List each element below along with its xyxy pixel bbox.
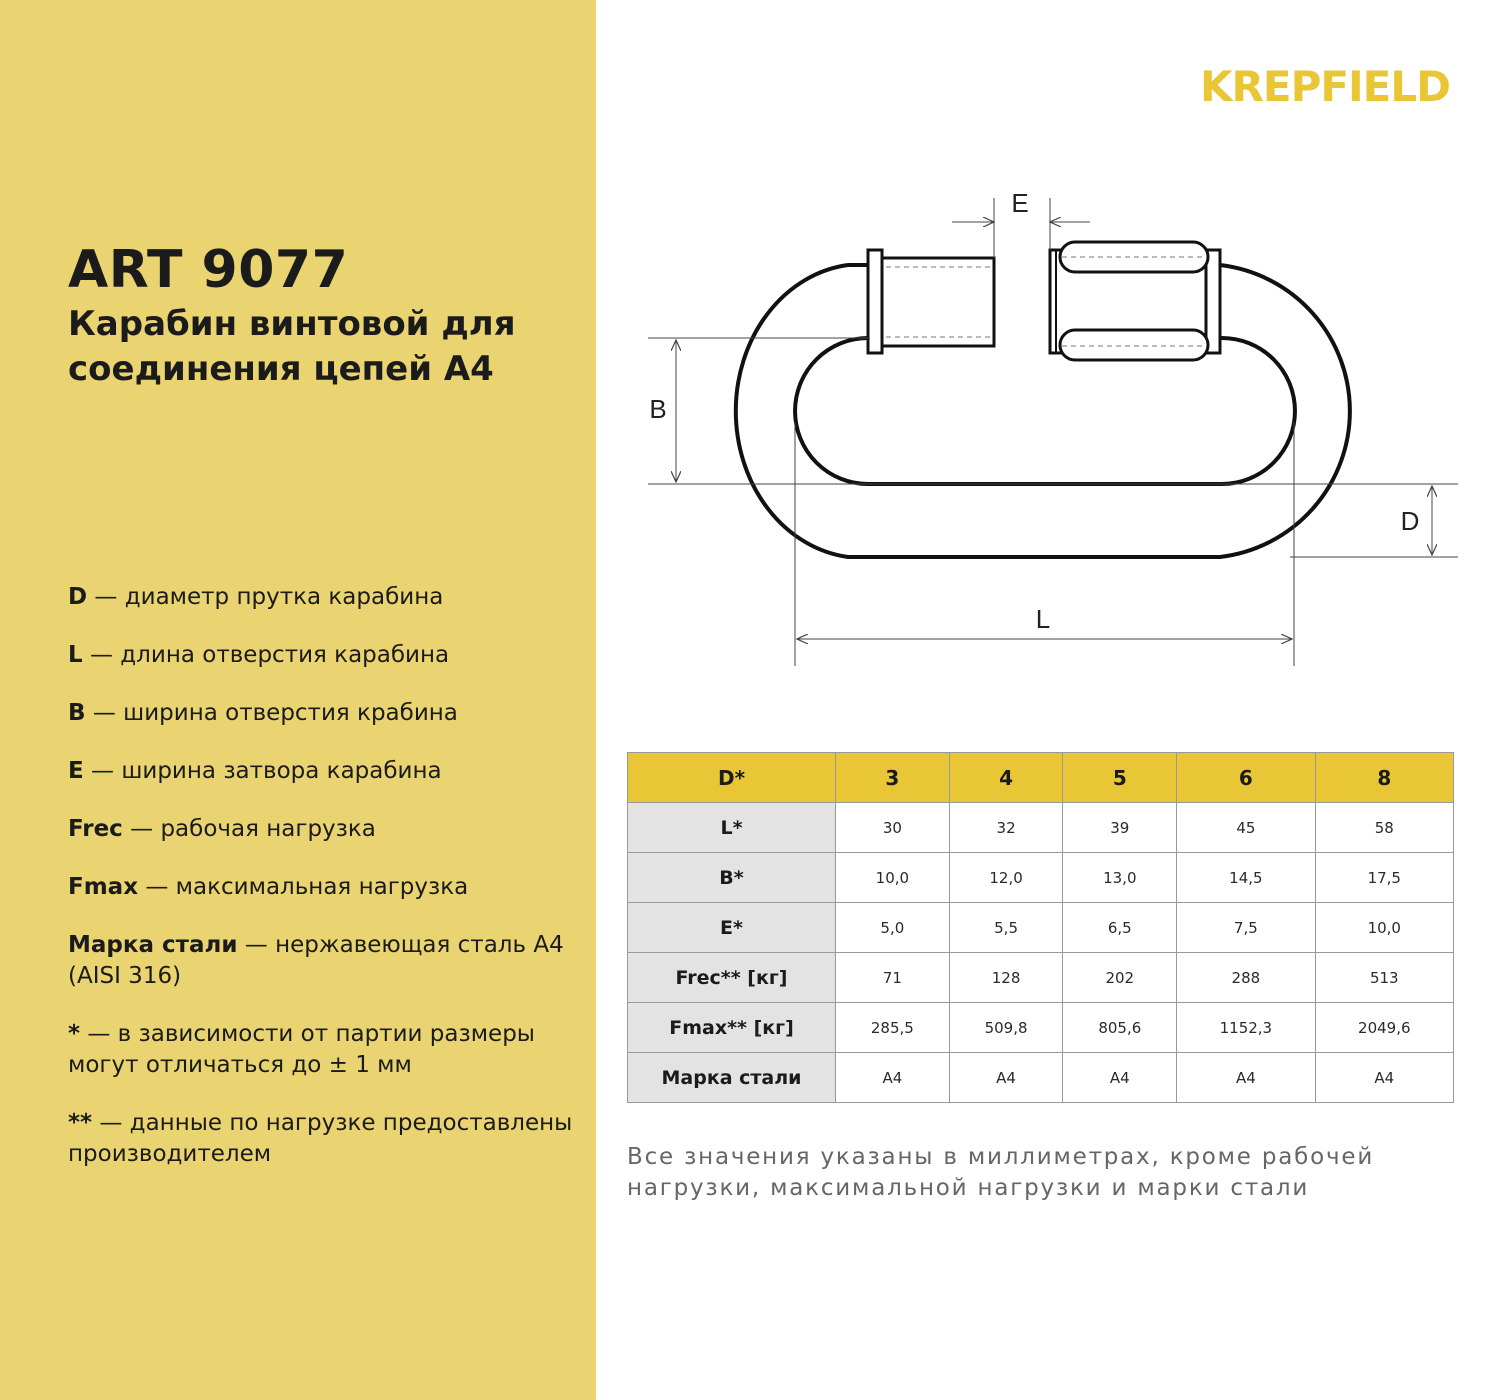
brand-logo: KREPFIELD [1200, 62, 1450, 111]
table-cell: 509,8 [949, 1003, 1063, 1053]
legend-text: — ширина отверстия крабина [85, 700, 458, 726]
product-subtitle: Карабин винтовой для соединения цепей А4 [68, 304, 516, 389]
table-cell: 128 [949, 953, 1063, 1003]
table-header-cell: 5 [1063, 753, 1177, 803]
legend-text: — ширина затвора карабина [83, 758, 442, 784]
table-cell: 288 [1177, 953, 1315, 1003]
table-header-cell: 4 [949, 753, 1063, 803]
table-header-cell: D* [628, 753, 836, 803]
legend-key: B [68, 700, 86, 726]
legend-text: — диаметр прутка карабина [87, 584, 444, 610]
row-label: L* [628, 803, 836, 853]
table-cell: А4 [1063, 1053, 1177, 1103]
table-cell: 39 [1063, 803, 1177, 853]
table-cell: 10,0 [1315, 903, 1453, 953]
units-note: Все значения указаны в миллиметрах, кроме рабочей нагрузки, максимальной нагрузки и марки стали [627, 1144, 1375, 1201]
table-row [628, 903, 1454, 953]
table-cell: 58 [1315, 803, 1453, 853]
table-header-row [628, 753, 1454, 803]
table-row [628, 1053, 1454, 1103]
legend-key: E [68, 758, 84, 784]
table-row [628, 953, 1454, 1003]
table-cell: 805,6 [1063, 1003, 1177, 1053]
table-cell: 2049,6 [1315, 1003, 1453, 1053]
table-cell: 13,0 [1063, 853, 1177, 903]
table-cell: 30 [836, 803, 950, 853]
legend-key: D [68, 584, 88, 610]
row-label: Fmax** [кг] [628, 1003, 836, 1053]
row-label: E* [628, 903, 836, 953]
legend-item-steel [68, 930, 578, 992]
legend-key: Frec [68, 816, 123, 842]
table-cell: А4 [949, 1053, 1063, 1103]
row-label: Марка стали [628, 1053, 836, 1103]
legend-text: — длина отверстия карабина [82, 642, 450, 668]
legend-text: — максимальная нагрузка [138, 874, 469, 900]
table-header-cell: 6 [1177, 753, 1315, 803]
carabiner-diagram [600, 170, 1500, 690]
table-cell: 5,0 [836, 903, 950, 953]
table-cell: 12,0 [949, 853, 1063, 903]
legend-list [68, 582, 578, 1197]
table-cell: 10,0 [836, 853, 950, 903]
dimension-label-d: D [1400, 506, 1420, 536]
legend-text: — в зависимости от партии размеры могут отличаться до ± 1 мм [68, 1021, 535, 1078]
table-header-cell: 3 [836, 753, 950, 803]
table-cell: 202 [1063, 953, 1177, 1003]
row-label: B* [628, 853, 836, 903]
dimension-label-b: B [649, 394, 667, 424]
table-cell: 285,5 [836, 1003, 950, 1053]
link-inner-outline [795, 338, 1295, 484]
left-info-panel [0, 0, 596, 1400]
legend-item-l [68, 640, 578, 671]
table-cell: А4 [1315, 1053, 1453, 1103]
legend-item-d [68, 582, 578, 613]
legend-key: Fmax [68, 874, 139, 900]
legend-text: — рабочая нагрузка [122, 816, 376, 842]
right-ring-flange [1206, 250, 1220, 353]
legend-item-e [68, 756, 578, 787]
table-cell: 1152,3 [1177, 1003, 1315, 1053]
dimension-label-l: L [1035, 604, 1051, 634]
legend-item-b [68, 698, 578, 729]
legend-key: Марка стали [68, 932, 238, 958]
table-cell: 5,5 [949, 903, 1063, 953]
table-cell: А4 [1177, 1053, 1315, 1103]
spec-table [627, 752, 1454, 1103]
link-outer-outline [736, 265, 1350, 557]
table-cell: 7,5 [1177, 903, 1315, 953]
legend-key: L [68, 642, 83, 668]
table-row [628, 853, 1454, 903]
dimension-label-e: E [1011, 188, 1029, 218]
table-cell: 32 [949, 803, 1063, 853]
table-cell: 45 [1177, 803, 1315, 853]
threaded-stub [882, 258, 994, 346]
product-title: ART 9077 [68, 240, 349, 300]
table-cell: 513 [1315, 953, 1453, 1003]
legend-text: — нержавеющая сталь А4 (AISI 316) [68, 932, 564, 989]
legend-key: ** [68, 1110, 93, 1136]
left-ring-flange [868, 250, 882, 353]
legend-item-tolerance [68, 1019, 578, 1081]
sleeve-grip-bottom [1060, 330, 1208, 360]
table-row [628, 803, 1454, 853]
legend-item-frec [68, 814, 578, 845]
table-cell: 17,5 [1315, 853, 1453, 903]
table-header-cell: 8 [1315, 753, 1453, 803]
table-cell: 14,5 [1177, 853, 1315, 903]
legend-key: * [68, 1021, 81, 1047]
table-cell: 6,5 [1063, 903, 1177, 953]
table-row [628, 1003, 1454, 1053]
row-label: Frec** [кг] [628, 953, 836, 1003]
table-cell: 71 [836, 953, 950, 1003]
table-cell: А4 [836, 1053, 950, 1103]
legend-text: — данные по нагрузке предоставлены производителем [68, 1110, 573, 1167]
legend-item-load-source [68, 1108, 578, 1170]
legend-item-fmax [68, 872, 578, 903]
